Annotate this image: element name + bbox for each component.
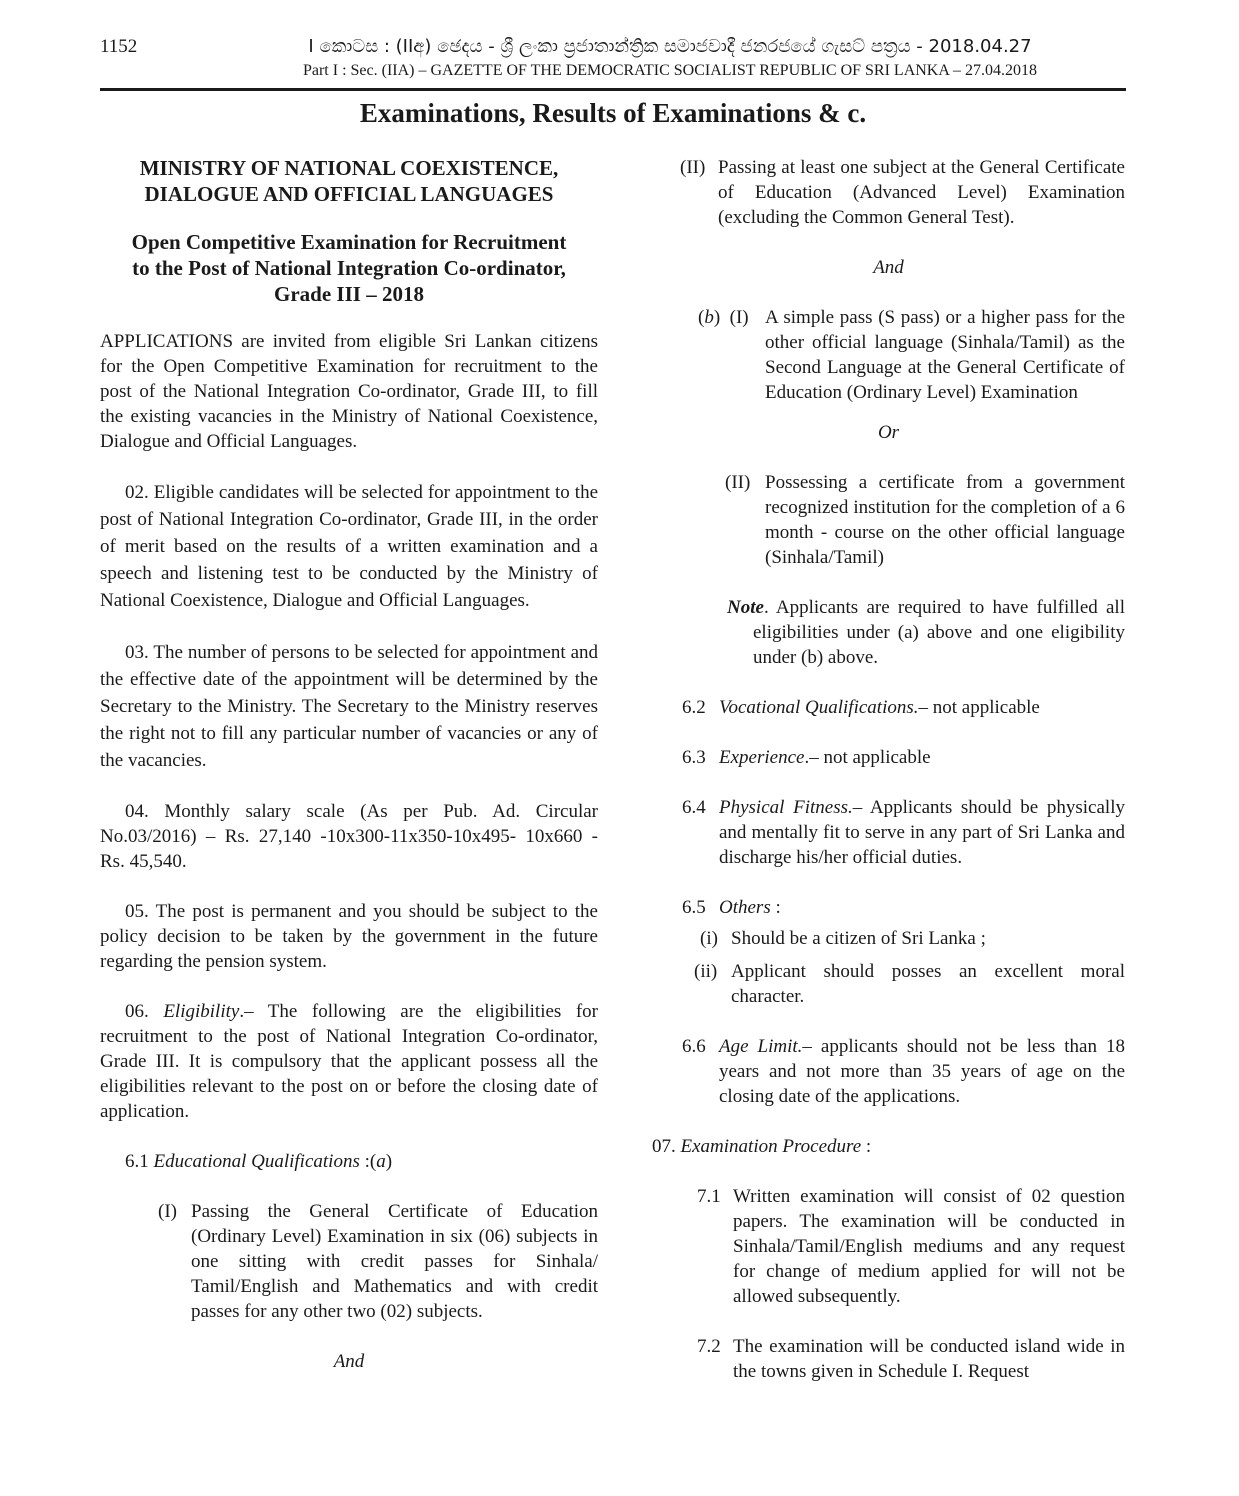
section-7-2: 7.2 The examination will be conducted island wide in the towns given in Schedule I. Request bbox=[697, 1336, 1125, 1382]
paragraph-03: 03. The number of persons to be selected for appointment and the effective date of the appointment will be determined by the Secretary to the Ministry. The Secretary to the Ministry reserves the right not to fill any particular number of vacancies or any of the vacancies. bbox=[100, 642, 598, 771]
page-number: 1152 bbox=[100, 36, 138, 57]
eligibility-note: Note. Applicants are required to have fulfilled all eligibilities under (a) above and one eligibility under (b) above. bbox=[727, 597, 1125, 668]
section-6-2: 6.2 Vocational Qualifications.– not applicable bbox=[682, 697, 1040, 718]
left-column bbox=[100, 155, 598, 1399]
section-07-heading: 07. Examination Procedure : bbox=[652, 1136, 872, 1157]
ministry-heading: MINISTRY OF NATIONAL COEXISTENCE, DIALOGUE AND OFFICIAL LANGUAGES bbox=[139, 156, 559, 206]
and-connector: And bbox=[333, 1351, 365, 1372]
section-6-3: 6.3 Experience.– not applicable bbox=[682, 747, 931, 768]
qualification-ii: (II) Passing at least one subject at the General Certificate of Education (Advanced Level) Examination (excluding the Common General Test). bbox=[680, 157, 1125, 228]
section-title: Examinations, Results of Examinations & c. bbox=[359, 98, 867, 128]
section-6-6: 6.6 Age Limit.– applicants should not be less than 18 years and not more than 35 years of age on the closing date of the applications. bbox=[682, 1036, 1125, 1107]
right-column bbox=[652, 155, 1125, 1409]
exam-title: Open Competitive Examination for Recruitment to the Post of National Integration Co-ordinator, Grade III – 2018 bbox=[131, 230, 567, 306]
and-connector: And bbox=[873, 257, 904, 278]
qualification-i: (I) Passing the General Certificate of Education (Ordinary Level) Examination in six (06) subjects in one sitting with credit passes for Sinhala/ Tamil/English and Mathematics and with credit passes for any other two (02) subjects. bbox=[158, 1201, 598, 1322]
section-6-4: 6.4 Physical Fitness.– Applicants should be physically and mentally fit to serve in any part of Sri Lanka and discharge his/her official duties. bbox=[682, 797, 1125, 868]
header-sinhala-line: I කොටස : (IIඅ) ඡෙදය - ශ්‍රී ලංකා ප්‍රජාතාන්ත්‍රික සමාජවාදී ජනරජයේ ගැසට් පත්‍රය - 2018.04.27 bbox=[308, 36, 1032, 57]
paragraph-06: 06. Eligibility.– The following are the eligibilities for recruitment to the post of National Integration Co-ordinator, Grade III. It is compulsory that the applicant possess all the eligibilities relevant to the post on or before the closing date of application. bbox=[100, 1001, 599, 1122]
or-connector: Or bbox=[877, 422, 900, 443]
section-7-1: 7.1 Written examination will consist of 02 question papers. The examination will be conducted in Sinhala/Tamil/English mediums and any request for change of medium applied for will not be allowed subsequently. bbox=[697, 1186, 1125, 1307]
section-6-1-heading: 6.1 Educational Qualifications :(a) bbox=[125, 1151, 393, 1172]
header-rule bbox=[100, 88, 1126, 91]
qualification-b-i: (b) (I) A simple pass (S pass) or a higher pass for the other official language (Sinhala/Tamil) as the Second Language at the General Certificate of Education (Ordinary Level) Examination bbox=[698, 307, 1125, 403]
intro-paragraph: APPLICATIONS are invited from eligible Sri Lankan citizens for the Open Competitive Examination for recruitment to the post of the National Integration Co-ordinator, Grade III, to fill the existing vacancies in the Ministry of National Coexistence, Dialogue and Official Languages. bbox=[100, 331, 598, 452]
paragraph-04: 04. Monthly salary scale (As per Pub. Ad. Circular No.03/2016) – Rs. 27,140 -10x300-11x350-10x495- 10x660 - Rs. 45,540. bbox=[100, 801, 598, 872]
paragraph-05: 05. The post is permanent and you should be subject to the policy decision to be taken by the government in the future regarding the pension system. bbox=[100, 901, 598, 972]
others-i: (i) Should be a citizen of Sri Lanka ; bbox=[700, 928, 986, 949]
paragraph-02: 02. Eligible candidates will be selected for appointment to the post of National Integration Co-ordinator, Grade III, in the order of merit based on the results of a written examination and a speech and listening test to be conducted by the Ministry of National Coexistence, Dialogue and Official Languages. bbox=[100, 482, 598, 611]
section-6-5: 6.5 Others : bbox=[682, 897, 781, 918]
header-english-line: Part I : Sec. (IIA) – GAZETTE OF THE DEMOCRATIC SOCIALIST REPUBLIC OF SRI LANKA – 27.04.2018 bbox=[302, 62, 1038, 79]
qualification-b-ii: (II) Possessing a certificate from a government recognized institution for the completion of a 6 month - course on the other official language (Sinhala/Tamil) bbox=[725, 472, 1125, 568]
others-ii: (ii) Applicant should posses an excellent moral character. bbox=[694, 961, 1125, 1007]
